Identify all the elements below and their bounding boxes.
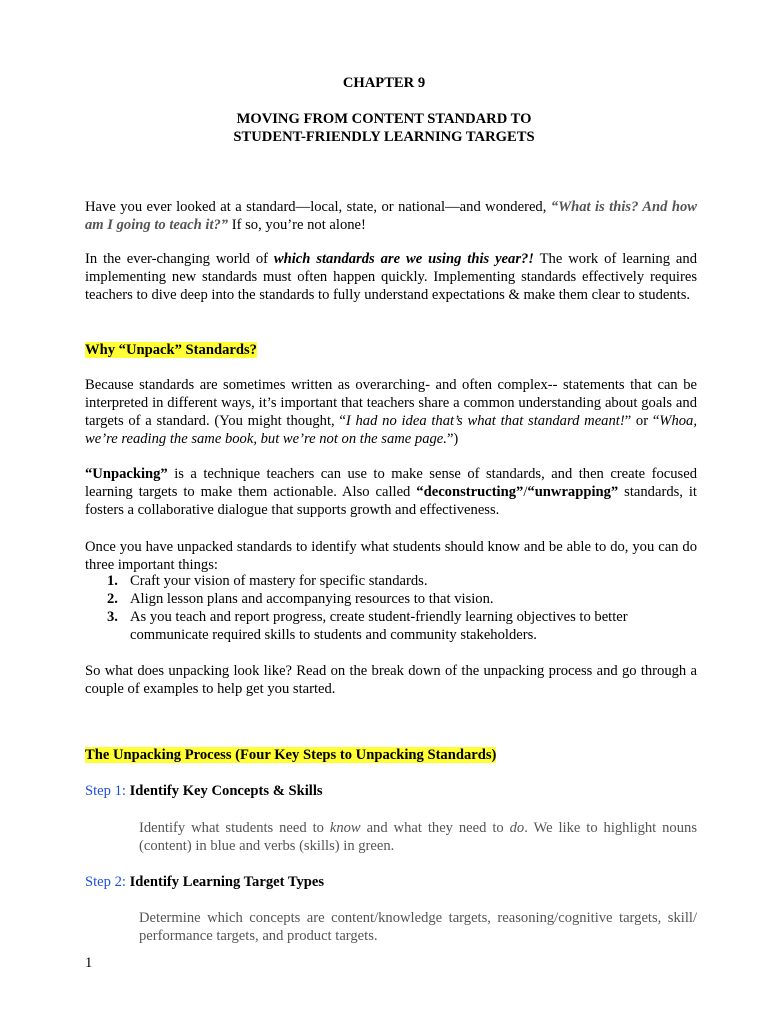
step-1-body <box>139 819 697 855</box>
step-2-title: Identify Learning Target Types <box>125 874 325 890</box>
list-item <box>85 590 697 608</box>
title-line-1: MOVING FROM CONTENT STANDARD TO <box>236 111 532 127</box>
step-2-heading <box>85 873 324 891</box>
why-heading <box>85 341 257 359</box>
step-1-text: Identify what students need to <box>139 820 330 836</box>
intro-paragraph <box>85 198 697 234</box>
intro-question: “What is this? And how am I going to teach it?” <box>85 199 697 233</box>
process-heading <box>85 746 496 764</box>
changing-tail: The work of learning and implementing new standards must often happen quickly. Implementing standards effectively requires teachers to dive deep into the standards to fully understand expectations & make them clear to students. <box>85 251 698 303</box>
changing-text: In the ever-changing world of <box>85 251 274 267</box>
unpacking-term: “Unpacking” <box>85 466 168 482</box>
list-text: Align lesson plans and accompanying resources to that vision. <box>130 591 494 607</box>
do-word: do <box>509 820 525 836</box>
because-text: Because standards are sometimes written as overarching- and often complex-- statements that can be interpreted in different ways, it’s important that teachers share a common understanding about goals and targets of a standard. (You might thought, “ <box>85 377 697 429</box>
list-number: 3. <box>107 609 118 625</box>
step-1-title: Identify Key Concepts & Skills <box>125 783 323 799</box>
unpacking-text: is a technique teachers can use to make sense of standards, and then create focused learning targets to make them actionable. Also called <box>85 466 697 500</box>
intro-text: Have you ever looked at a standard—local, state, or national—and wondered, <box>85 199 551 215</box>
list-item <box>85 608 650 644</box>
benefits-list <box>85 572 697 644</box>
deconstructing-term: “deconstructing” <box>416 484 524 500</box>
once-paragraph: Once you have unpacked standards to identify what students should know and be able to do, you can do three important things: <box>85 539 697 573</box>
changing-paragraph <box>85 250 697 304</box>
slash: / <box>523 484 528 500</box>
page-number: 1 <box>85 955 93 971</box>
sowhat-paragraph: So what does unpacking look like? Read on the break down of the unpacking process and go through a couple of examples to help get you started. <box>85 663 697 697</box>
list-number: 1. <box>107 573 118 589</box>
step-2-body: Determine which concepts are content/knowledge targets, reasoning/cognitive targets, skill/ performance targets, and product targets. <box>139 910 697 944</box>
unpacking-tail: standards, it fosters a collaborative dialogue that supports growth and effectiveness. <box>85 484 697 518</box>
why-heading-text: Why “Unpack” Standards? <box>85 342 257 358</box>
list-item <box>85 572 697 590</box>
intro-tail: If so, you’re not alone! <box>228 217 366 233</box>
unpacking-paragraph <box>85 465 697 519</box>
step-2-label: Step 2: <box>85 874 126 890</box>
step-1-text-3: . We like to highlight nouns (content) in blue and verbs (skills) in green. <box>139 820 698 854</box>
changing-emphasis: which standards are we using this year?! <box>273 251 534 267</box>
list-number: 2. <box>107 591 118 607</box>
because-tail: ”) <box>446 431 459 447</box>
step-1-text-2: and what they need to <box>360 820 510 836</box>
because-quote-1: I had no idea that’s what that standard meant! <box>345 413 625 429</box>
unwrapping-term: “unwrapping” <box>527 484 619 500</box>
step-1-label: Step 1: <box>85 783 126 799</box>
list-text: As you teach and report progress, create student-friendly learning objectives to better communicate required skills to students and community stakeholders. <box>130 609 628 643</box>
title-line-2: STUDENT-FRIENDLY LEARNING TARGETS <box>233 129 535 145</box>
because-paragraph <box>85 376 697 448</box>
list-text: Craft your vision of mastery for specific standards. <box>130 573 428 589</box>
chapter-label: CHAPTER 9 <box>342 75 426 91</box>
because-quote-2: Whoa, we’re reading the same book, but we’re not on the same page. <box>85 413 697 447</box>
process-heading-text: The Unpacking Process (Four Key Steps to Unpacking Standards) <box>85 747 497 763</box>
know-word: know <box>329 820 361 836</box>
because-mid: ” or “ <box>624 413 660 429</box>
step-1-heading <box>85 782 323 800</box>
